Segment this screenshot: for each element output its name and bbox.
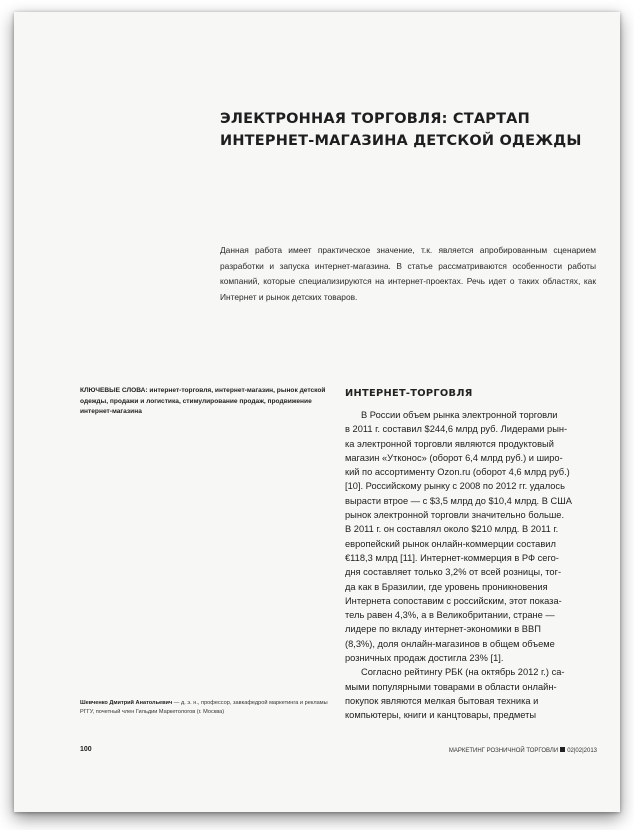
body-line: [10]. Российскому рынку с 2008 по 2012 гг. удалось (345, 481, 565, 492)
author-details: — д. э. н., профессор, завкафедрой маркетинга и рекламы РГГУ, почетный член Гильдии Маркетологов (г. Москва) (80, 700, 328, 715)
page-number: 100 (80, 746, 92, 753)
issue-number: 02|02|2013 (567, 748, 597, 754)
body-line: лидере по вкладу интернет-экономики в ВВП (345, 624, 541, 635)
body-line: магазин «Утконос» (оборот 6,4 млрд руб.) и широ- (345, 452, 563, 463)
body-line: компьютеры, книги и канцтовары, предметы (345, 710, 537, 721)
body-line: дня составляет только 3,2% от всей розницы, тог- (345, 567, 562, 578)
journal-name: МАРКЕТИНГ РОЗНИЧНОЙ ТОРГОВЛИ (448, 748, 559, 754)
body-line: кий по ассортименту Ozon.ru (оборот 4,6 млрд руб.) (345, 467, 570, 478)
author-note (80, 699, 330, 717)
body-line: Согласно рейтингу РБК (на октябрь 2012 г.) са- (361, 667, 565, 678)
article-title (220, 108, 600, 152)
title-line: ЭЛЕКТРОННАЯ ТОРГОВЛЯ: СТАРТАП (220, 111, 530, 127)
body-line: рынок электронной торговли значительно больше. (345, 510, 565, 521)
section-heading: ИНТЕРНЕТ-ТОРГОВЛЯ (345, 388, 473, 399)
body-line: €118,3 млрд [11]. Интернет-коммерция в РФ сего- (345, 552, 559, 563)
body-line: тель равен 4,3%, а в Великобритании, стране — (345, 610, 555, 621)
body-line: В России объем рынка электронной торговли (361, 410, 558, 420)
running-footer (449, 747, 597, 754)
square-bullet-icon (560, 747, 565, 752)
body-line: Интернета сопоставим с российским, этот показа- (345, 595, 562, 606)
body-line: мыми популярными товарами в области онлайн- (345, 681, 557, 692)
body-line: да как в Бразилии, где уровень проникновения (345, 581, 548, 592)
body-line: розничных продаж достигла 23% [1]. (345, 653, 504, 664)
body-line: ка электронной торговли являются продуктовый (345, 438, 554, 449)
journal-page (14, 12, 620, 812)
body-line: В 2011 г. он составлял около $210 млрд. В 2011 г. (345, 524, 559, 535)
body-line: вырасти втрое — с $3,5 млрд до $10,4 млрд. В США (345, 495, 572, 506)
title-line: ИНТЕРНЕТ-МАГАЗИНА ДЕТСКОЙ ОДЕЖДЫ (220, 133, 582, 149)
body-line: европейский рынок онлайн-коммерции составил (345, 538, 556, 549)
body-line: в 2011 г. составил $244,6 млрд руб. Лидерами рын- (345, 424, 568, 435)
body-text (345, 408, 607, 723)
keywords: КЛЮЧЕВЫЕ СЛОВА: интернет-торговля, интернет-магазин, рынок детской одежды, продажи и логистика, стимулирование продаж, продвижение интернет-магазина (80, 387, 326, 416)
author-name: Шевченко Дмитрий Анатольевич (80, 700, 173, 706)
body-line: покупок являются мелкая бытовая техника и (345, 695, 539, 706)
body-line: (8,3%), доля онлайн-магазинов в общем объеме (345, 638, 555, 649)
abstract: Данная работа имеет практическое значение, т.к. является апробированным сценарием разработки и запуска интернет-магазина. В статье рассматриваются особенности работы компаний, которые специализируются на интернет-проектах. Речь идет о таких областях, как Интернет и рынок детских товаров. (220, 245, 596, 302)
